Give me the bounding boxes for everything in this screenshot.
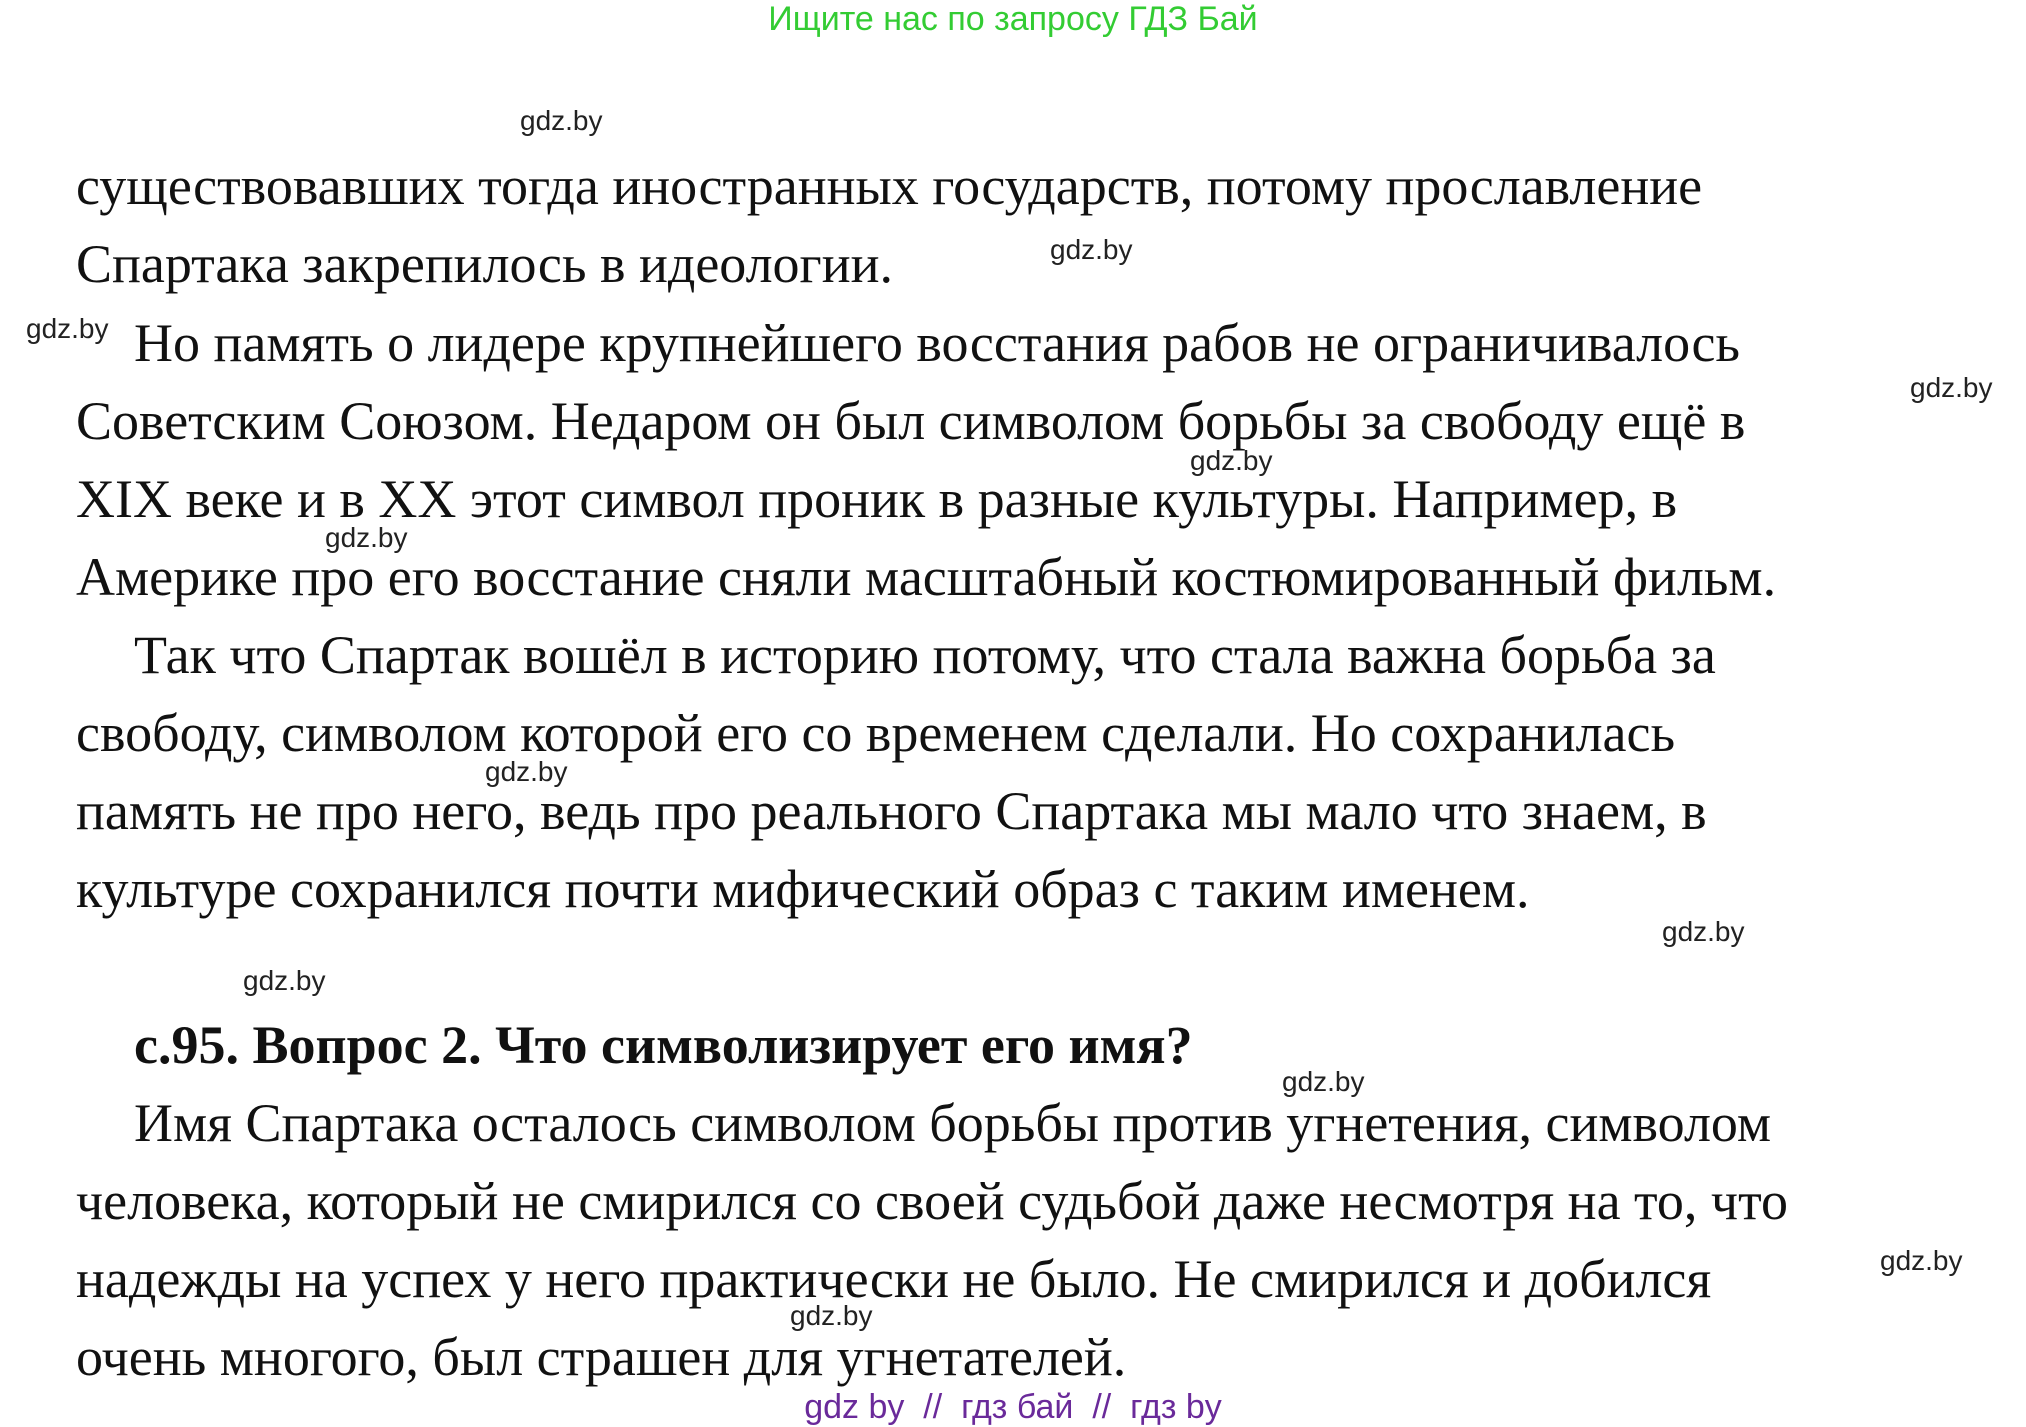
paragraph-line: Америке про его восстание сняли масштабный костюмированный фильм. <box>76 547 1777 607</box>
paragraph-line: Спартака закрепилось в идеологии. <box>76 234 893 294</box>
footer-watermark: gdz by // гдз бай // гдз by <box>804 1388 1222 1426</box>
paragraph-line: Так что Спартак вошёл в историю потому, что стала важна борьба за <box>134 625 1716 685</box>
watermark: gdz.by <box>520 105 603 136</box>
paragraph-line: очень многого, был страшен для угнетателей. <box>76 1327 1127 1387</box>
paragraph-line: память не про него, ведь про реального Спартака мы мало что знаем, в <box>76 781 1707 841</box>
watermark: gdz.by <box>1282 1066 1365 1097</box>
paragraph-line: Имя Спартака осталось символом борьбы против угнетения, символом <box>134 1093 1772 1153</box>
paragraph-line: культуре сохранился почти мифический образ с таким именем. <box>76 859 1530 919</box>
paragraph-line: человека, который не смирился со своей судьбой даже несмотря на то, что <box>76 1171 1788 1231</box>
paragraph-line: существовавших тогда иностранных государств, потому прославление <box>76 156 1703 216</box>
paragraph-line: XIX веке и в XX этот символ проник в разные культуры. Например, в <box>76 469 1678 529</box>
watermark: gdz.by <box>325 522 408 553</box>
watermark: gdz.by <box>485 756 568 787</box>
promo-banner: Ищите нас по запросу ГДЗ Бай <box>768 0 1258 38</box>
paragraph-line: надежды на успех у него практически не было. Не смирился и добился <box>76 1249 1712 1309</box>
watermark: gdz.by <box>1050 234 1133 265</box>
question-heading: с.95. Вопрос 2. Что символизирует его имя? <box>134 1015 1193 1075</box>
paragraph-line: Но память о лидере крупнейшего восстания рабов не ограничивалось <box>134 313 1741 373</box>
paragraph-line: свободу, символом которой его со временем сделали. Но сохранилась <box>76 703 1676 763</box>
watermark: gdz.by <box>790 1300 873 1331</box>
watermark: gdz.by <box>243 965 326 996</box>
watermark: gdz.by <box>26 313 109 344</box>
paragraph-line: Советским Союзом. Недаром он был символом борьбы за свободу ещё в <box>76 391 1746 451</box>
watermark: gdz.by <box>1190 445 1273 476</box>
watermark: gdz.by <box>1910 372 1993 403</box>
watermark: gdz.by <box>1662 916 1745 947</box>
watermark: gdz.by <box>1880 1245 1963 1276</box>
